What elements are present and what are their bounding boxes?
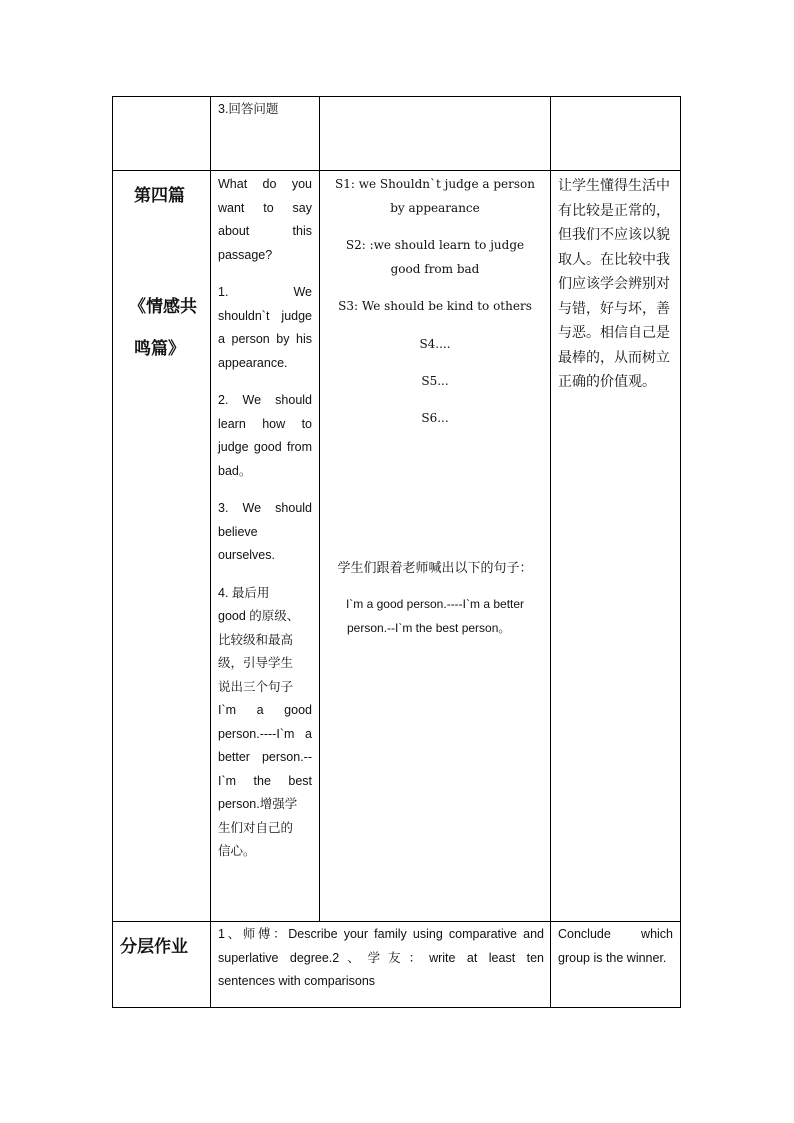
answer-line: 比较级和最高	[218, 632, 294, 647]
purpose-line: 但我们不应该以貌	[558, 226, 670, 242]
answer-line: ourselves.	[218, 548, 275, 562]
question-line: about this	[218, 224, 312, 238]
answer-line: judge good from	[218, 440, 312, 454]
answer-line: I`m a good	[218, 703, 312, 717]
answer-line: 信心。	[218, 844, 256, 858]
purpose-column	[558, 173, 676, 394]
answer-line: shouldn`t judge	[218, 308, 312, 323]
answer-line: person.----I`m a	[218, 726, 312, 741]
row1-step-text: 3.回答问题	[218, 102, 279, 116]
answer-line: 4. 最后用	[218, 585, 270, 600]
purpose-line: 取人。在比较中我	[558, 250, 670, 267]
answer-line: a person by his	[218, 332, 312, 346]
answer-line: person.增强学	[218, 797, 298, 811]
answer-line: 1. We	[218, 285, 312, 299]
answer-line: 2. We should	[218, 393, 312, 407]
purpose-line: 们应该学会辨别对	[558, 275, 670, 291]
question-line: What do you	[218, 177, 312, 191]
answer-line: learn how to	[218, 416, 312, 431]
row-divider-1	[112, 170, 681, 171]
student-s1-line2: by appearance	[390, 201, 480, 215]
answer-line: 3. We should	[218, 501, 312, 515]
student-s5: S5...	[421, 374, 449, 388]
answer-line: better person.--	[218, 750, 312, 764]
col-divider-1	[210, 96, 211, 1008]
teacher-activity-column	[218, 173, 312, 864]
purpose-line: 让学生懂得生活中	[558, 177, 670, 193]
homework-goal	[558, 923, 673, 970]
student-s1-line1: S1: we Shouldn`t judge a person	[334, 177, 535, 191]
answer-line: 说出三个句子	[218, 679, 294, 694]
homework-goal-line: group is the winner.	[558, 950, 667, 965]
purpose-line: 有比较是正常的，	[558, 201, 670, 218]
student-s2-line2: good from bad	[390, 262, 480, 276]
shout-instruction: 学生们跟着老师喊出以下的句子：	[337, 560, 533, 575]
answer-line: bad。	[218, 463, 252, 478]
answer-line: appearance.	[218, 355, 288, 370]
homework-goal-line: Conclude which	[558, 927, 673, 941]
answer-line: 生们对自己的	[218, 820, 294, 835]
student-s3: S3: We should be kind to others	[338, 299, 532, 313]
answer-line: believe	[218, 524, 258, 539]
homework-content	[218, 923, 544, 994]
homework-line: 1、师傅：Describe your family using comparative and	[218, 927, 544, 941]
section-subtitle-line2: 鸣篇》	[134, 339, 185, 359]
homework-line: superlative degree.2、学友：write at least ten	[218, 950, 544, 965]
student-s4: S4....	[419, 337, 451, 351]
student-s6: S6...	[421, 411, 449, 425]
section-subtitle-line1: 《情感共	[129, 297, 197, 317]
student-s2-line1: S2: :we should learn to judge	[345, 238, 525, 252]
purpose-line: 最棒的，从而树立	[558, 348, 670, 365]
section-title: 第四篇	[134, 186, 185, 206]
purpose-line: 与错，好与坏，善	[558, 299, 670, 316]
row-divider-2	[112, 921, 681, 922]
answer-line: I`m the best	[218, 773, 312, 788]
col-divider-2	[319, 96, 320, 922]
table-right-border	[680, 96, 681, 1008]
table-bottom-border	[112, 1007, 681, 1008]
purpose-line: 正确的价值观。	[558, 373, 656, 389]
question-line: passage?	[218, 247, 273, 262]
col-divider-3	[550, 96, 551, 1008]
homework-title: 分层作业	[120, 937, 188, 957]
answer-line: good 的原级、	[218, 609, 300, 623]
homework-line: sentences with comparisons	[218, 974, 376, 988]
table-top-border	[112, 96, 681, 97]
answer-line: 级，引导学生	[218, 656, 294, 670]
purpose-line: 与恶。相信自己是	[558, 324, 670, 340]
shout-sentence-line2: person.--I`m the best person。	[347, 621, 511, 635]
table-left-border	[112, 96, 113, 1008]
shout-sentence-line1: I`m a good person.----I`m a better	[345, 597, 525, 611]
question-line: want to say	[218, 200, 312, 215]
